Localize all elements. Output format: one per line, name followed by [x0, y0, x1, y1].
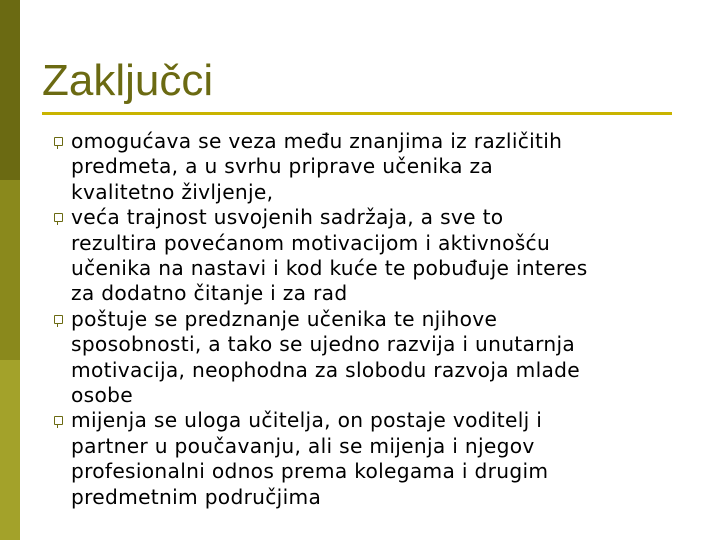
bullet-line: predmeta, a u svrhu priprave učenika za [71, 154, 494, 179]
bullet-line: kvalitetno življenje, [71, 179, 274, 204]
bullet-line: partner u poučavanju, ali se mijenja i njegov [71, 433, 535, 458]
bullet-item [54, 408, 694, 510]
bullet-line: sposobnosti, a tako se ujedno razvija i unutarnja [71, 332, 576, 357]
bullet-line: rezultira povećanom motivacijom i aktivnošću [71, 230, 551, 255]
bullet-line: omogućava se veza među znanjima iz različitih [71, 129, 563, 153]
side-bar-segment [0, 0, 20, 180]
bullet-line: predmetnim područjima [71, 484, 322, 509]
bullet-square-icon [54, 416, 63, 425]
bullet-line: profesionalni odnos prema kolegama i drugim [71, 459, 549, 484]
side-bar-segment [0, 180, 20, 360]
bullet-list [54, 129, 694, 510]
bullet-item [54, 307, 694, 409]
bullet-line: osobe [71, 383, 133, 408]
bullet-line: motivacija, neophodna za slobodu razvoja mlade [71, 357, 580, 382]
side-decoration-bar [0, 0, 20, 540]
bullet-square-icon [54, 137, 63, 146]
side-bar-segment [0, 360, 20, 540]
bullet-square-icon [54, 315, 63, 324]
bullet-line: mijenja se uloga učitelja, on postaje voditelj i [71, 408, 543, 433]
bullet-item [54, 129, 694, 205]
bullet-line: poštuje se predznanje učenika te njihove [71, 306, 498, 331]
title-underline [42, 112, 672, 115]
slide-title: Zaključci [42, 56, 214, 105]
bullet-line: za dodatno čitanje i za rad [71, 281, 348, 306]
bullet-item [54, 205, 694, 307]
bullet-line: učenika na nastavi i kod kuće te pobuđuje interes [71, 256, 588, 281]
bullet-square-icon [54, 213, 63, 222]
bullet-line: veća trajnost usvojenih sadržaja, a sve to [71, 205, 504, 230]
